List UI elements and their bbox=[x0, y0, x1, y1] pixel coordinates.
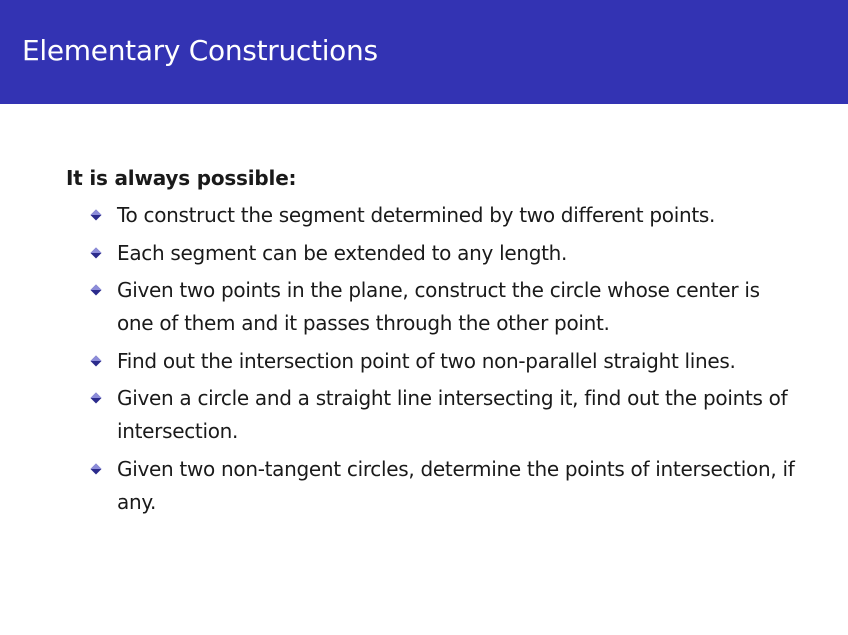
list-item-text: To construct the segment determined by two different points. bbox=[117, 203, 716, 227]
slide-title: Elementary Constructions bbox=[22, 34, 378, 67]
list-item bbox=[117, 345, 796, 378]
list-item bbox=[117, 453, 796, 519]
diamond-bullet-icon bbox=[90, 209, 102, 221]
list-item bbox=[117, 274, 796, 340]
list-item-text: Find out the intersection point of two non-parallel straight lines. bbox=[117, 348, 736, 373]
block-heading: It is always possible: bbox=[66, 166, 297, 190]
list-item bbox=[117, 382, 796, 448]
slide-content bbox=[66, 164, 796, 523]
list-item bbox=[117, 237, 796, 270]
diamond-bullet-icon bbox=[90, 392, 102, 404]
list-item-text: Given two non-tangent circles, determine the points of intersection, if any. bbox=[117, 456, 795, 514]
item-list bbox=[66, 199, 796, 519]
diamond-bullet-icon bbox=[90, 284, 102, 296]
diamond-bullet-icon bbox=[90, 463, 102, 475]
list-item-text: Each segment can be extended to any length. bbox=[117, 240, 568, 265]
list-item-text: Given two points in the plane, construct the circle whose center is one of them and it passes through the other point. bbox=[117, 278, 760, 335]
list-item bbox=[117, 199, 796, 232]
diamond-bullet-icon bbox=[90, 247, 102, 259]
title-bar bbox=[0, 0, 848, 104]
diamond-bullet-icon bbox=[90, 355, 102, 367]
list-item-text: Given a circle and a straight line intersecting it, find out the points of intersection. bbox=[117, 386, 788, 443]
